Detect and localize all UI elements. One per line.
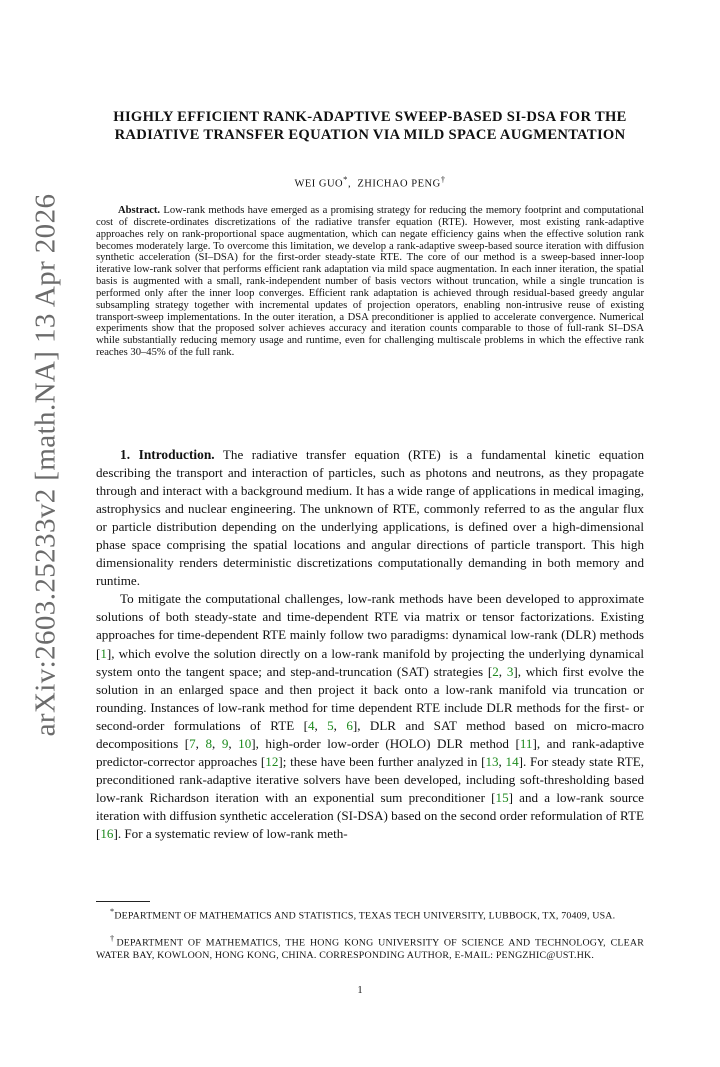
citation-link[interactable]: 1 [100, 645, 107, 661]
text-run: , [314, 717, 328, 733]
abstract [96, 205, 644, 359]
citation-link[interactable]: 5 [327, 717, 334, 733]
author-line: WEI GUO*, ZHICHAO PENG† [294, 174, 446, 190]
citation-link[interactable]: 13 [485, 753, 499, 769]
text-run: ], high-order low-order (HOLO) DLR method [ [251, 735, 520, 751]
introduction-section [96, 446, 644, 843]
abstract-text: Low-rank methods have emerged as a promising strategy for reducing the memory footprint and computational cost of discrete-ordinates discretizations of the radiative transfer equation (RTE). However, most existing rank-adaptive approaches rely on rank-proportional space augmentation, which can negate efficiency gains when the effective solution rank becomes moderately large. To overcome this limitation, we develop a rank-adaptive sweep-based source iteration with diffusion synthetic acceleration (SI–DSA) for the first-order steady-state RTE. The core of our method is a sweep-based inner-loop iterative low-rank solver that performs efficient rank adaptation via mild space augmentation. In each inner iteration, the spatial basis is augmented with a small, rank-independent number of basis vectors without truncation, while a single truncation is performed only after the inner loop converges. Efficient rank adaptation is achieved through residual-based greedy angular subsampling strategy together with incremental updates of projection operators, enabling non-intrusive reuse of existing transport-sweep implementations. In the outer iteration, a DSA preconditioner is applied to accelerate convergence. Numerical experiments show that the proposed solver achieves accuracy and iteration counts comparable to those of full-rank SI–DSA while substantially reducing memory usage and runtime, even for challenging multiscale problems in which the effective rank reaches 30–45% of the full rank. [96, 205, 644, 359]
citation-link[interactable]: 8 [205, 735, 212, 751]
section-heading: 1. Introduction. [120, 447, 215, 462]
arxiv-identifier: arXiv:2603.25233v2 [math.NA] 13 Apr 2026 [29, 193, 62, 737]
text-run: , [333, 717, 347, 733]
text-run: , [212, 735, 222, 751]
citation-link[interactable]: 12 [265, 753, 279, 769]
text-run: ], DLR and SAT method based on micro-macro decompositions [ [96, 717, 644, 751]
text-run: ], and rank-adaptive predictor-corrector approaches [ [96, 735, 645, 769]
text-run: ]; these have been further analyzed in [ [278, 753, 486, 769]
footnote-text: DEPARTMENT OF MATHEMATICS, THE HONG KONG UNIVERSITY OF SCIENCE AND TECHNOLOGY, CLEAR WATER BAY, KOWLOON, HONG KONG, CHINA. CORRESPONDING AUTHOR, E-MAIL: PENGZHIC@UST.HK. [96, 937, 644, 961]
text-run: , [498, 753, 506, 769]
citation-link[interactable]: 2 [492, 663, 499, 679]
citation-link[interactable]: 4 [307, 717, 315, 733]
paragraph [96, 590, 644, 843]
text-run: ], which evolve the solution directly on a low-rank manifold by projecting the underlying dynamical system onto the tangent space; and step-and-truncation (SAT) strategies [ [96, 645, 644, 679]
text-run: ]. For steady state RTE, preconditioned rank-adaptive iterative solvers have been developed, including soft-thresholding based low-rank Richardson iteration with an exponential sum preconditioner [ [96, 753, 644, 805]
footnote-mark: * [110, 907, 115, 916]
text-run: ] and a low-rank source iteration with diffusion synthetic acceleration (SI-DSA) based on the second order reformulation of RTE [ [96, 789, 644, 841]
paragraph [96, 446, 644, 590]
footnote-mark: * [343, 174, 349, 184]
paragraph-text: The radiative transfer equation (RTE) is a fundamental kinetic equation describing the transport and interaction of particles, such as photons and neutrons, as they propagate through and interact with a background medium. It has a wide range of applications in medical imaging, astrophysics and nuclear engineering. The unknown of RTE, commonly referred to as the angular flux or particle distribution depending on the underlying applications, is defined over a high-dimensional phase space comprising the spatial locations and angular directions of particle transport. This high dimensionality renders deterministic discretizations computationally demanding in both memory and runtime. [96, 447, 644, 589]
footnote-affiliation-1 [96, 906, 644, 923]
citation-link[interactable]: 3 [506, 663, 514, 679]
author-name: ZHICHAO PENG [357, 178, 441, 190]
arxiv-sidebar-stamp [26, 193, 66, 737]
text-run: To mitigate the computational challenges, low-rank methods have been developed to approximate solutions of both steady-state and time-dependent RTE via matrix or tensor factorizations. Existing approaches for time-dependent RTE mainly follow two paradigms: dynamical low-rank (DLR) methods [ [96, 591, 644, 661]
text-run: , [498, 663, 507, 679]
citation-link[interactable]: 7 [189, 735, 196, 751]
text-run: , [195, 735, 206, 751]
abstract-label: Abstract. [118, 205, 161, 216]
footnote-mark: † [110, 934, 117, 943]
citation-link[interactable]: 16 [100, 825, 114, 841]
citation-link[interactable]: 9 [221, 735, 229, 751]
text-run: ], which first evolve the solution in an enlarged space and then project it back onto a low-rank manifold via truncation or rounding. Instances of low-rank method for time dependent RTE include DLR methods for the first- or second-order formulations of RTE [ [96, 663, 645, 733]
page-number: 1 [357, 985, 363, 996]
citation-link[interactable]: 10 [238, 735, 252, 751]
citation-link[interactable]: 15 [495, 789, 509, 805]
footnote-rule [96, 901, 150, 902]
footnote-text: DEPARTMENT OF MATHEMATICS AND STATISTICS, TEXAS TECH UNIVERSITY, LUBBOCK, TX, 70409, USA. [114, 910, 616, 922]
footnote-mark: † [440, 174, 446, 184]
citation-link[interactable]: 11 [519, 735, 533, 751]
text-run: ]. For a systematic review of low-rank meth- [113, 825, 348, 841]
citation-link[interactable]: 6 [346, 717, 353, 733]
author-name: WEI GUO [294, 178, 344, 190]
citation-link[interactable]: 14 [505, 753, 519, 769]
text-run: , [228, 735, 239, 751]
footnote-affiliation-2 [96, 933, 644, 962]
paper-title: HIGHLY EFFICIENT RANK-ADAPTIVE SWEEP-BASED SI-DSA FOR THE RADIATIVE TRANSFER EQUATION VIA MILD SPACE AUGMENTATION [113, 109, 627, 143]
